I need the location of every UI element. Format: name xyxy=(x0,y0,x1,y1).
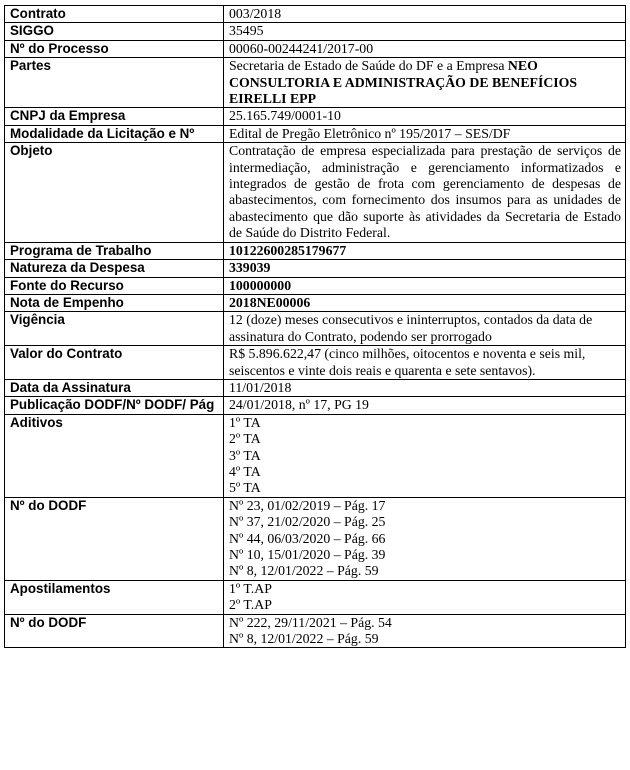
label-cnpj: CNPJ da Empresa xyxy=(5,108,224,125)
label-modalidade: Modalidade da Licitação e Nº xyxy=(5,125,224,142)
contract-table xyxy=(4,5,626,648)
aditivo-item: 4º TA xyxy=(229,463,261,479)
value-dodf-apostilamentos xyxy=(224,614,626,648)
value-vigencia: 12 (doze) meses consecutivos e ininterruptos, contados da data de assinatura do Contrato, podendo ser prorrogado xyxy=(224,312,626,346)
value-cnpj: 25.165.749/0001-10 xyxy=(224,108,626,125)
value-processo: 00060-00244241/2017-00 xyxy=(224,40,626,57)
row-assinatura xyxy=(5,379,626,396)
label-valor: Valor do Contrato xyxy=(5,346,224,380)
label-partes: Partes xyxy=(5,58,224,108)
row-empenho xyxy=(5,294,626,311)
apostilamento-item: 2º T.AP xyxy=(229,597,272,613)
value-objeto: Contratação de empresa especializada para prestação de serviços de intermediação, administração e gerenciamento informatizados e integrados de gestão de frota com gerenciamento de despesas de abastecimentos, com fornecimento dos insumos para as unidades de abastecimento que dão suporte às atividades da Secretaria de Estado de Saúde do Distrito Federal. xyxy=(224,143,626,242)
value-aditivos xyxy=(224,414,626,497)
row-dodf-apostilamentos xyxy=(5,614,626,648)
value-programa: 10122600285179677 xyxy=(224,242,626,259)
label-assinatura: Data da Assinatura xyxy=(5,379,224,396)
row-cnpj xyxy=(5,108,626,125)
row-contrato xyxy=(5,6,626,23)
aditivo-item: 1º TA xyxy=(229,414,261,430)
row-natureza xyxy=(5,260,626,277)
label-empenho: Nota de Empenho xyxy=(5,294,224,311)
partes-company: NEO CONSULTORIA E ADMINISTRAÇÃO DE BENEFÍCIOS EIRELLI EPP xyxy=(229,58,578,107)
label-natureza: Natureza da Despesa xyxy=(5,260,224,277)
row-objeto xyxy=(5,143,626,242)
label-aditivos: Aditivos xyxy=(5,414,224,497)
row-publicacao xyxy=(5,397,626,414)
dodf-item: Nº 222, 29/11/2021 – Pág. 54 xyxy=(229,614,392,630)
label-contrato: Contrato xyxy=(5,6,224,23)
label-vigencia: Vigência xyxy=(5,312,224,346)
dodf-item: Nº 44, 06/03/2020 – Pág. 66 xyxy=(229,530,386,546)
value-dodf-aditivos xyxy=(224,497,626,580)
dodf-item: Nº 8, 12/01/2022 – Pág. 59 xyxy=(229,563,379,579)
label-siggo: SIGGO xyxy=(5,23,224,40)
dodf-item: Nº 10, 15/01/2020 – Pág. 39 xyxy=(229,547,386,562)
row-vigencia xyxy=(5,312,626,346)
aditivo-item: 3º TA xyxy=(229,447,261,463)
value-natureza: 339039 xyxy=(224,260,626,277)
value-contrato: 003/2018 xyxy=(224,6,626,23)
row-programa xyxy=(5,242,626,259)
row-apostilamentos xyxy=(5,580,626,614)
row-fonte xyxy=(5,277,626,294)
dodf-item: Nº 37, 21/02/2020 – Pág. 25 xyxy=(229,514,386,530)
aditivo-item: 5º TA xyxy=(229,480,261,496)
value-empenho: 2018NE00006 xyxy=(224,294,626,311)
aditivo-item: 2º TA xyxy=(229,431,261,447)
label-programa: Programa de Trabalho xyxy=(5,242,224,259)
apostilamento-item: 1º T.AP xyxy=(229,580,272,596)
label-dodf-aditivos: Nº do DODF xyxy=(5,497,224,580)
row-modalidade xyxy=(5,125,626,142)
label-objeto: Objeto xyxy=(5,143,224,242)
value-fonte: 100000000 xyxy=(224,277,626,294)
row-processo xyxy=(5,40,626,57)
row-siggo xyxy=(5,23,626,40)
value-assinatura: 11/01/2018 xyxy=(224,379,626,396)
value-apostilamentos xyxy=(224,580,626,614)
dodf-item: Nº 8, 12/01/2022 – Pág. 59 xyxy=(229,631,379,647)
label-publicacao: Publicação DODF/Nº DODF/ Pág xyxy=(5,397,224,414)
row-valor xyxy=(5,346,626,380)
row-partes xyxy=(5,58,626,108)
value-publicacao: 24/01/2018, nº 17, PG 19 xyxy=(224,397,626,414)
label-fonte: Fonte do Recurso xyxy=(5,277,224,294)
value-partes xyxy=(224,58,626,108)
label-dodf-apostilamentos: Nº do DODF xyxy=(5,614,224,648)
value-valor: R$ 5.896.622,47 (cinco milhões, oitocentos e noventa e seis mil, seiscentos e vinte dois reais e quarenta e sete sentavos). xyxy=(224,346,626,380)
dodf-item: Nº 23, 01/02/2019 – Pág. 17 xyxy=(229,497,386,513)
label-apostilamentos: Apostilamentos xyxy=(5,580,224,614)
value-siggo: 35495 xyxy=(224,23,626,40)
row-aditivos xyxy=(5,414,626,497)
partes-prefix: Secretaria de Estado de Saúde do DF e a Empresa xyxy=(229,58,508,74)
label-processo: Nº do Processo xyxy=(5,40,224,57)
value-modalidade: Edital de Pregão Eletrônico nº 195/2017 – SES/DF xyxy=(224,125,626,142)
row-dodf-aditivos xyxy=(5,497,626,580)
